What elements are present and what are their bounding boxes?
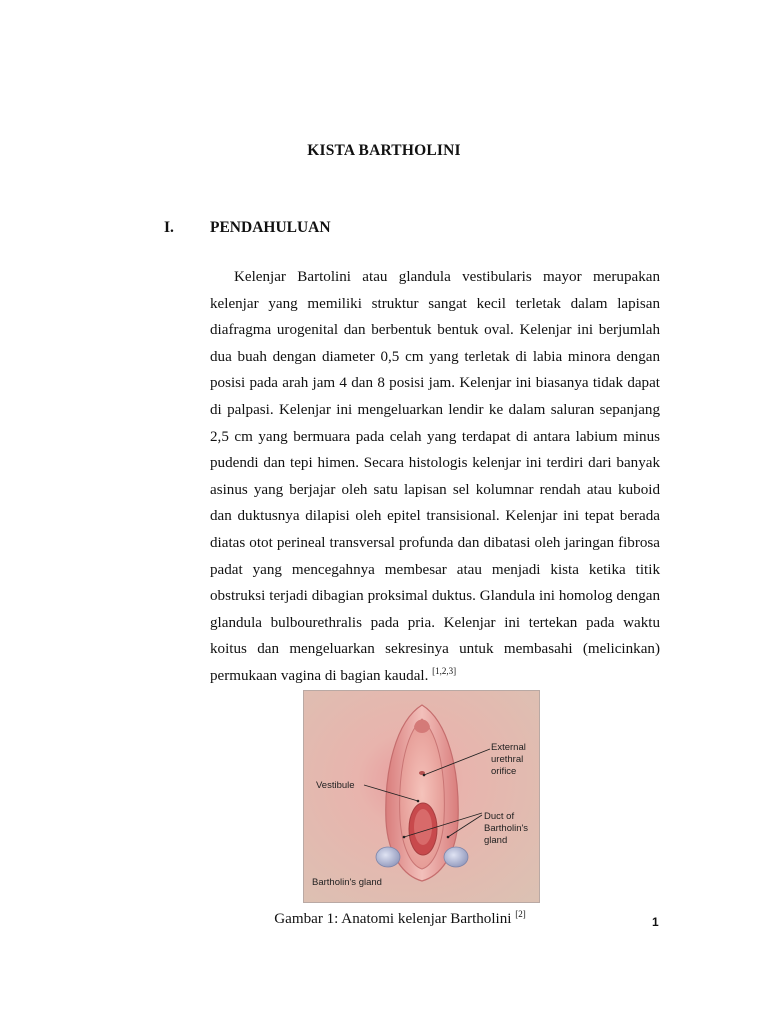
label-external: External (491, 742, 526, 753)
label-orifice: orifice (491, 766, 517, 777)
document-title: KISTA BARTHOLINI (307, 142, 461, 159)
label-urethral: urethral (491, 754, 524, 765)
page-number: 1 (652, 915, 659, 929)
paragraph-citation: [1,2,3] (432, 665, 457, 676)
label-vestibule: Vestibule (316, 780, 355, 791)
label-bartholins-gland: Bartholin's gland (312, 877, 382, 888)
intro-paragraph (210, 264, 660, 690)
label-gland: gland (484, 835, 508, 846)
anatomy-illustration (304, 691, 540, 903)
caption-citation: [2] (515, 909, 526, 919)
label-bartholins: Bartholin's (484, 823, 529, 834)
label-duct-of: Duct of (484, 811, 515, 822)
section-number: I. (164, 219, 174, 236)
anatomy-figure (303, 690, 540, 903)
section-title: PENDAHULUAN (210, 219, 331, 236)
caption-text: Gambar 1: Anatomi kelenjar Bartholini (274, 911, 516, 927)
paragraph-text: Kelenjar Bartolini atau glandula vestibularis mayor merupakan kelenjar yang memiliki struktur sangat kecil terletak dalam lapisan diafragma urogenital dan berbentuk bentuk oval. Kelenjar ini berjumlah dua buah dengan diameter 0,5 cm yang terletak di labia minora dengan posisi pada arah jam 4 dan 8 posisi jam. Kelenjar ini biasanya tidak dapat di palpasi. Kelenjar ini mengeluarkan lendir ke dalam saluran sepanjang 2,5 cm yang bermuara pada celah yang terdapat di antara labium minus pudendi dan tepi himen. Secara histologis kelenjar ini terdiri dari banyak asinus yang berjajar oleh satu lapisan sel kolumnar rendah atau kuboid dan duktusnya dilapisi oleh epitel transisional. Kelenjar ini tepat berada diatas otot perineal transversal profunda dan dibatasi oleh jaringan fibrosa padat yang mencegahnya membesar atau menjadi kista ketika titik obstruksi terjadi dibagian proksimal duktus. Glandula ini homolog dengan glandula bulbourethralis pada pria. Kelenjar ini tertekan pada waktu koitus dan mengeluarkan sekresinya untuk membasahi (melicinkan) permukaan vagina di bagian kaudal. (210, 269, 660, 684)
